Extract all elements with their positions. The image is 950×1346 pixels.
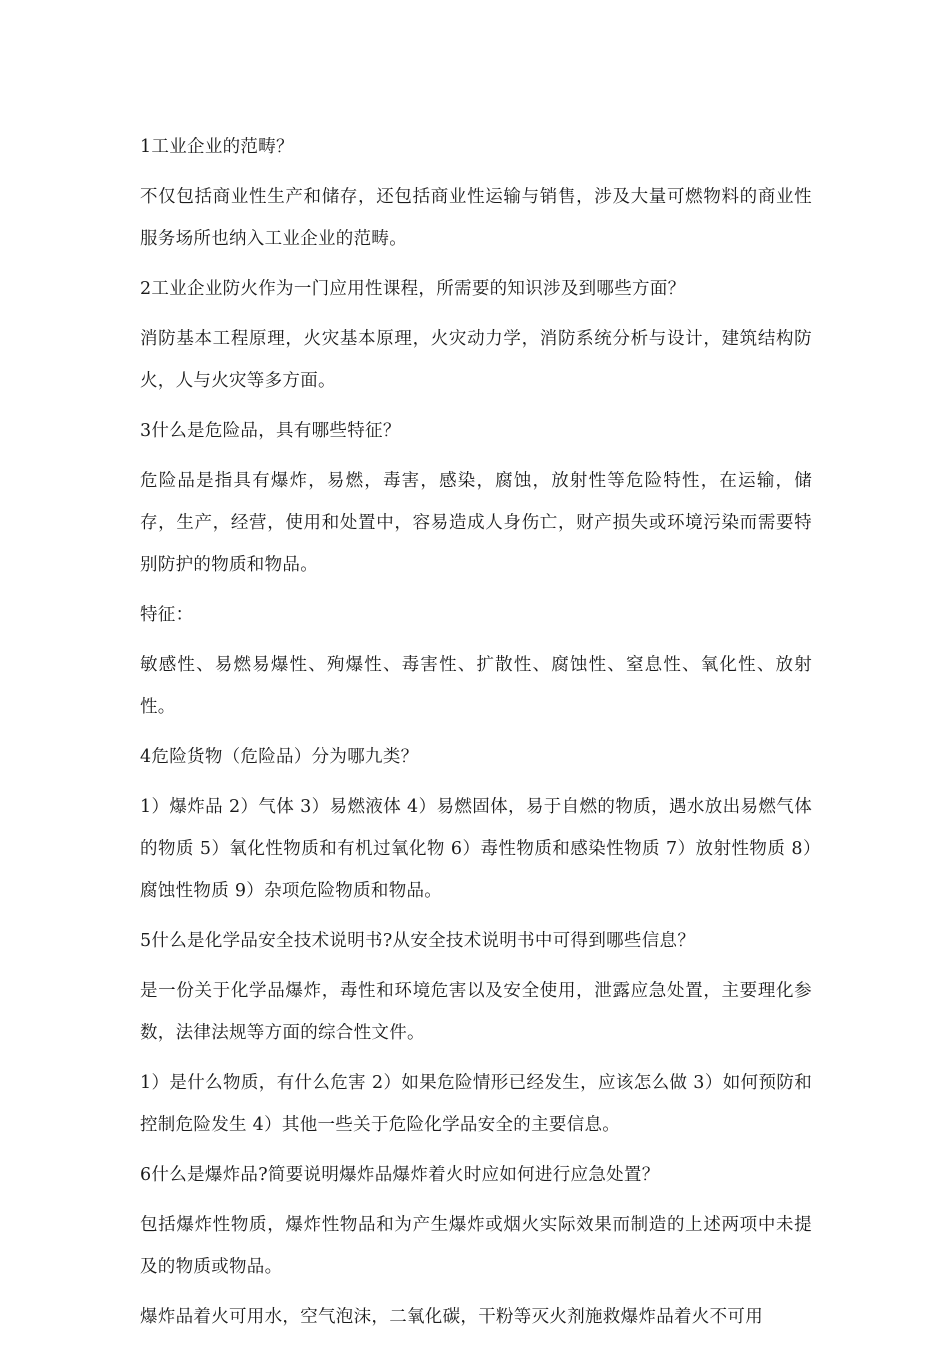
answer-paragraph: 1）是什么物质，有什么危害 2）如果危险情形已经发生，应该怎么做 3）如何预防和控制危险发生 4）其他一些关于危险化学品安全的主要信息。 (140, 1073, 812, 1135)
answer-paragraph: 爆炸品着火可用水，空气泡沫，二氧化碳，干粉等灭火剂施救爆炸品着火不可用 (140, 1307, 763, 1327)
document-page (140, 126, 812, 1346)
answer-paragraph: 1）爆炸品 2）气体 3）易燃液体 4）易燃固体，易于自燃的物质，遇水放出易燃气体的物质 5）氧化性物质和有机过氧化物 6）毒性物质和感染性物质 7）放射性物质 8）腐蚀性物质 9）杂项危险物质和物品。 (140, 797, 812, 901)
question-heading-6: 6什么是爆炸品?简要说明爆炸品爆炸着火时应如何进行应急处置？ (140, 1165, 660, 1185)
features-label: 特征： (140, 605, 194, 625)
question-heading-4: 4危险货物（危险品）分为哪九类？ (140, 747, 419, 767)
answer-paragraph: 不仅包括商业性生产和储存，还包括商业性运输与销售，涉及大量可燃物料的商业性服务场所也纳入工业企业的范畴。 (140, 187, 812, 249)
answer-paragraph: 敏感性、易燃易爆性、殉爆性、毒害性、扩散性、腐蚀性、窒息性、氧化性、放射性。 (140, 655, 812, 717)
question-heading-3: 3什么是危险品，具有哪些特征？ (140, 421, 401, 441)
answer-paragraph: 包括爆炸性物质，爆炸性物品和为产生爆炸或烟火实际效果而制造的上述两项中未提及的物质或物品。 (140, 1215, 812, 1277)
question-heading-1: 1工业企业的范畴？ (140, 137, 294, 157)
answer-paragraph: 是一份关于化学品爆炸，毒性和环境危害以及安全使用，泄露应急处置，主要理化参数，法律法规等方面的综合性文件。 (140, 981, 812, 1043)
answer-paragraph: 消防基本工程原理，火灾基本原理，火灾动力学，消防系统分析与设计，建筑结构防火，人与火灾等多方面。 (140, 329, 812, 391)
question-heading-5: 5什么是化学品安全技术说明书?从安全技术说明书中可得到哪些信息？ (140, 931, 696, 951)
answer-paragraph: 危险品是指具有爆炸，易燃，毒害，感染，腐蚀，放射性等危险特性，在运输，储存，生产，经营，使用和处置中，容易造成人身伤亡，财产损失或环境污染而需要特别防护的物质和物品。 (140, 471, 812, 575)
question-heading-2: 2工业企业防火作为一门应用性课程，所需要的知识涉及到哪些方面？ (140, 279, 686, 299)
